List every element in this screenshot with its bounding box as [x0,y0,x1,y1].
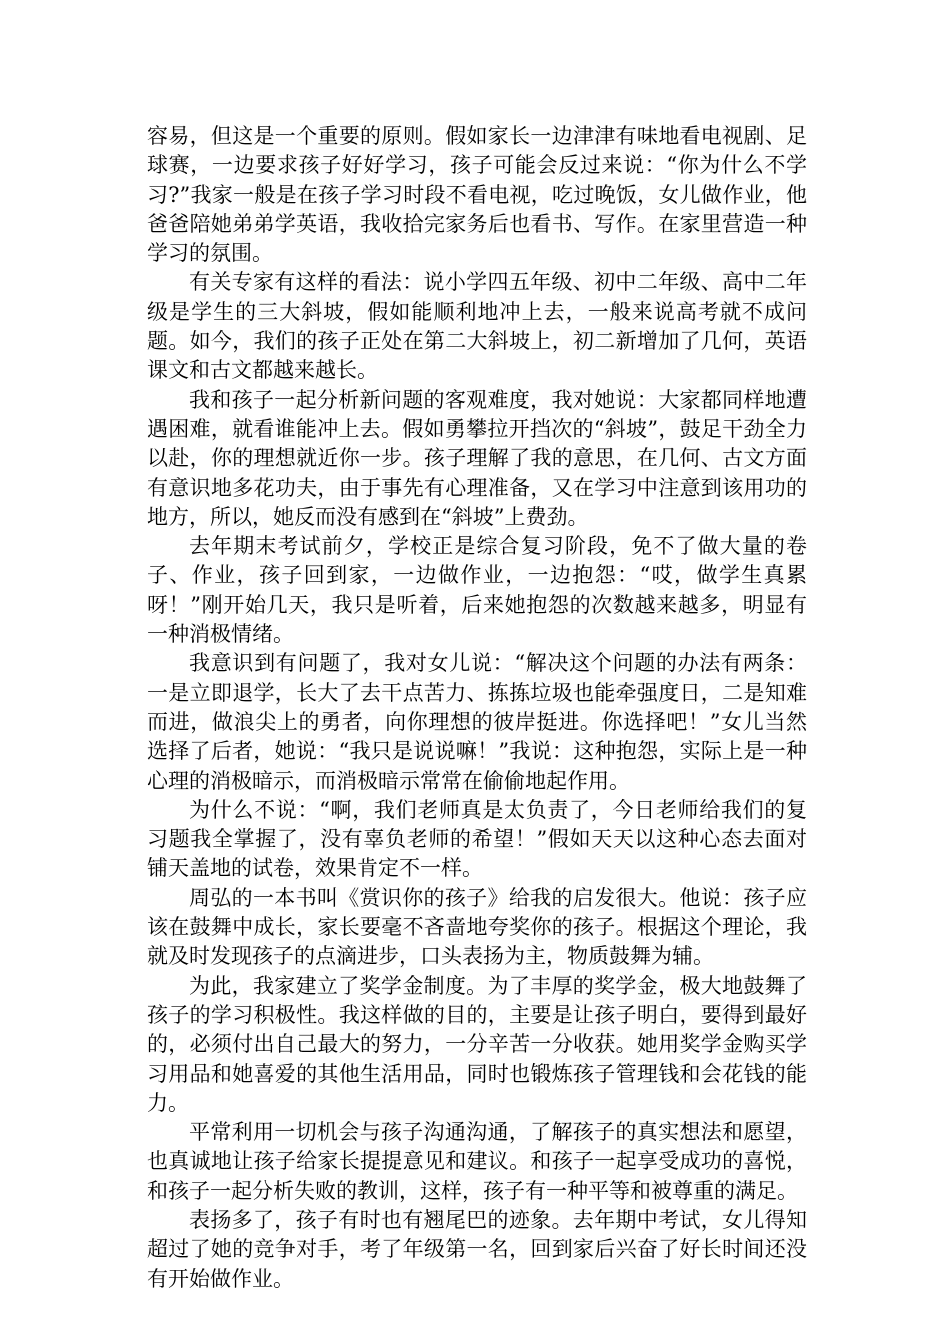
paragraph-6: 为什么不说：“啊，我们老师真是太负责了，今日老师给我们的复习题我全掌握了，没有辜负老师的希望！”假如天天以这种心态去面对铺天盖地的试卷，效果肯定不一样。 [147,797,807,881]
paragraph-8: 为此，我家建立了奖学金制度。为了丰厚的奖学金，极大地鼓舞了孩子的学习积极性。我这样做的目的，主要是让孩子明白，要得到最好的，必须付出自己最大的努力，一分辛苦一分收获。她用奖学金购买学习用品和她喜爱的其他生活用品，同时也锻炼孩子管理钱和会花钱的能力。 [147,973,807,1115]
paragraph-2: 有关专家有这样的看法：说小学四五年级、初中二年级、高中二年级是学生的三大斜坡，假如能顺利地冲上去，一般来说高考就不成问题。如今，我们的孩子正处在第二大斜坡上，初二新增加了几何，英语课文和古文都越来越长。 [147,270,807,383]
paragraph-5: 我意识到有问题了，我对女儿说：“解决这个问题的办法有两条：一是立即退学，长大了去干点苦力、拣拣垃圾也能牵强度日，二是知难而进，做浪尖上的勇者，向你理想的彼岸挺进。你选择吧！”女儿当然选择了后者，她说：“我只是说说嘛！”我说：这种抱怨，实际上是一种心理的消极暗示，而消极暗示常常在偷偷地起作用。 [147,651,807,793]
document-page [147,122,807,1294]
paragraph-9: 平常利用一切机会与孩子沟通沟通，了解孩子的真实想法和愿望，也真诚地让孩子给家长提提意见和建议。和孩子一起享受成功的喜悦，和孩子一起分析失败的教训，这样，孩子有一种平等和被尊重的满足。 [147,1120,807,1203]
paragraph-7: 周弘的一本书叫《赏识你的孩子》给我的启发很大。他说：孩子应该在鼓舞中成长，家长要毫不吝啬地夸奖你的孩子。根据这个理论，我就及时发现孩子的点滴进步，口头表扬为主，物质鼓舞为辅。 [147,885,807,969]
paragraph-10: 表扬多了，孩子有时也有翘尾巴的迹象。去年期中考试，女儿得知超过了她的竞争对手，考了年级第一名，回到家后兴奋了好长时间还没有开始做作业。 [147,1207,807,1291]
paragraph-1: 容易，但这是一个重要的原则。假如家长一边津津有味地看电视剧、足球赛，一边要求孩子好好学习，孩子可能会反过来说：“你为什么不学习?”我家一般是在孩子学习时段不看电视，吃过晚饭，女儿做作业，他爸爸陪她弟弟学英语，我收拾完家务后也看书、写作。在家里营造一种学习的氛围。 [147,124,807,266]
paragraph-4: 去年期末考试前夕，学校正是综合复习阶段，免不了做大量的卷子、作业，孩子回到家，一边做作业，一边抱怨：“哎，做学生真累呀！”刚开始几天，我只是听着，后来她抱怨的次数越来越多，明显有一种消极情绪。 [147,534,807,647]
paragraph-3: 我和孩子一起分析新问题的客观难度，我对她说：大家都同样地遭遇困难，就看谁能冲上去。假如勇攀拉开挡次的“斜坡”，鼓足干劲全力以赴，你的理想就近你一步。孩子理解了我的意思，在几何、古文方面有意识地多花功夫，由于事先有心理准备，又在学习中注意到该用功的地方，所以，她反而没有感到在“斜坡”上费劲。 [147,387,807,529]
